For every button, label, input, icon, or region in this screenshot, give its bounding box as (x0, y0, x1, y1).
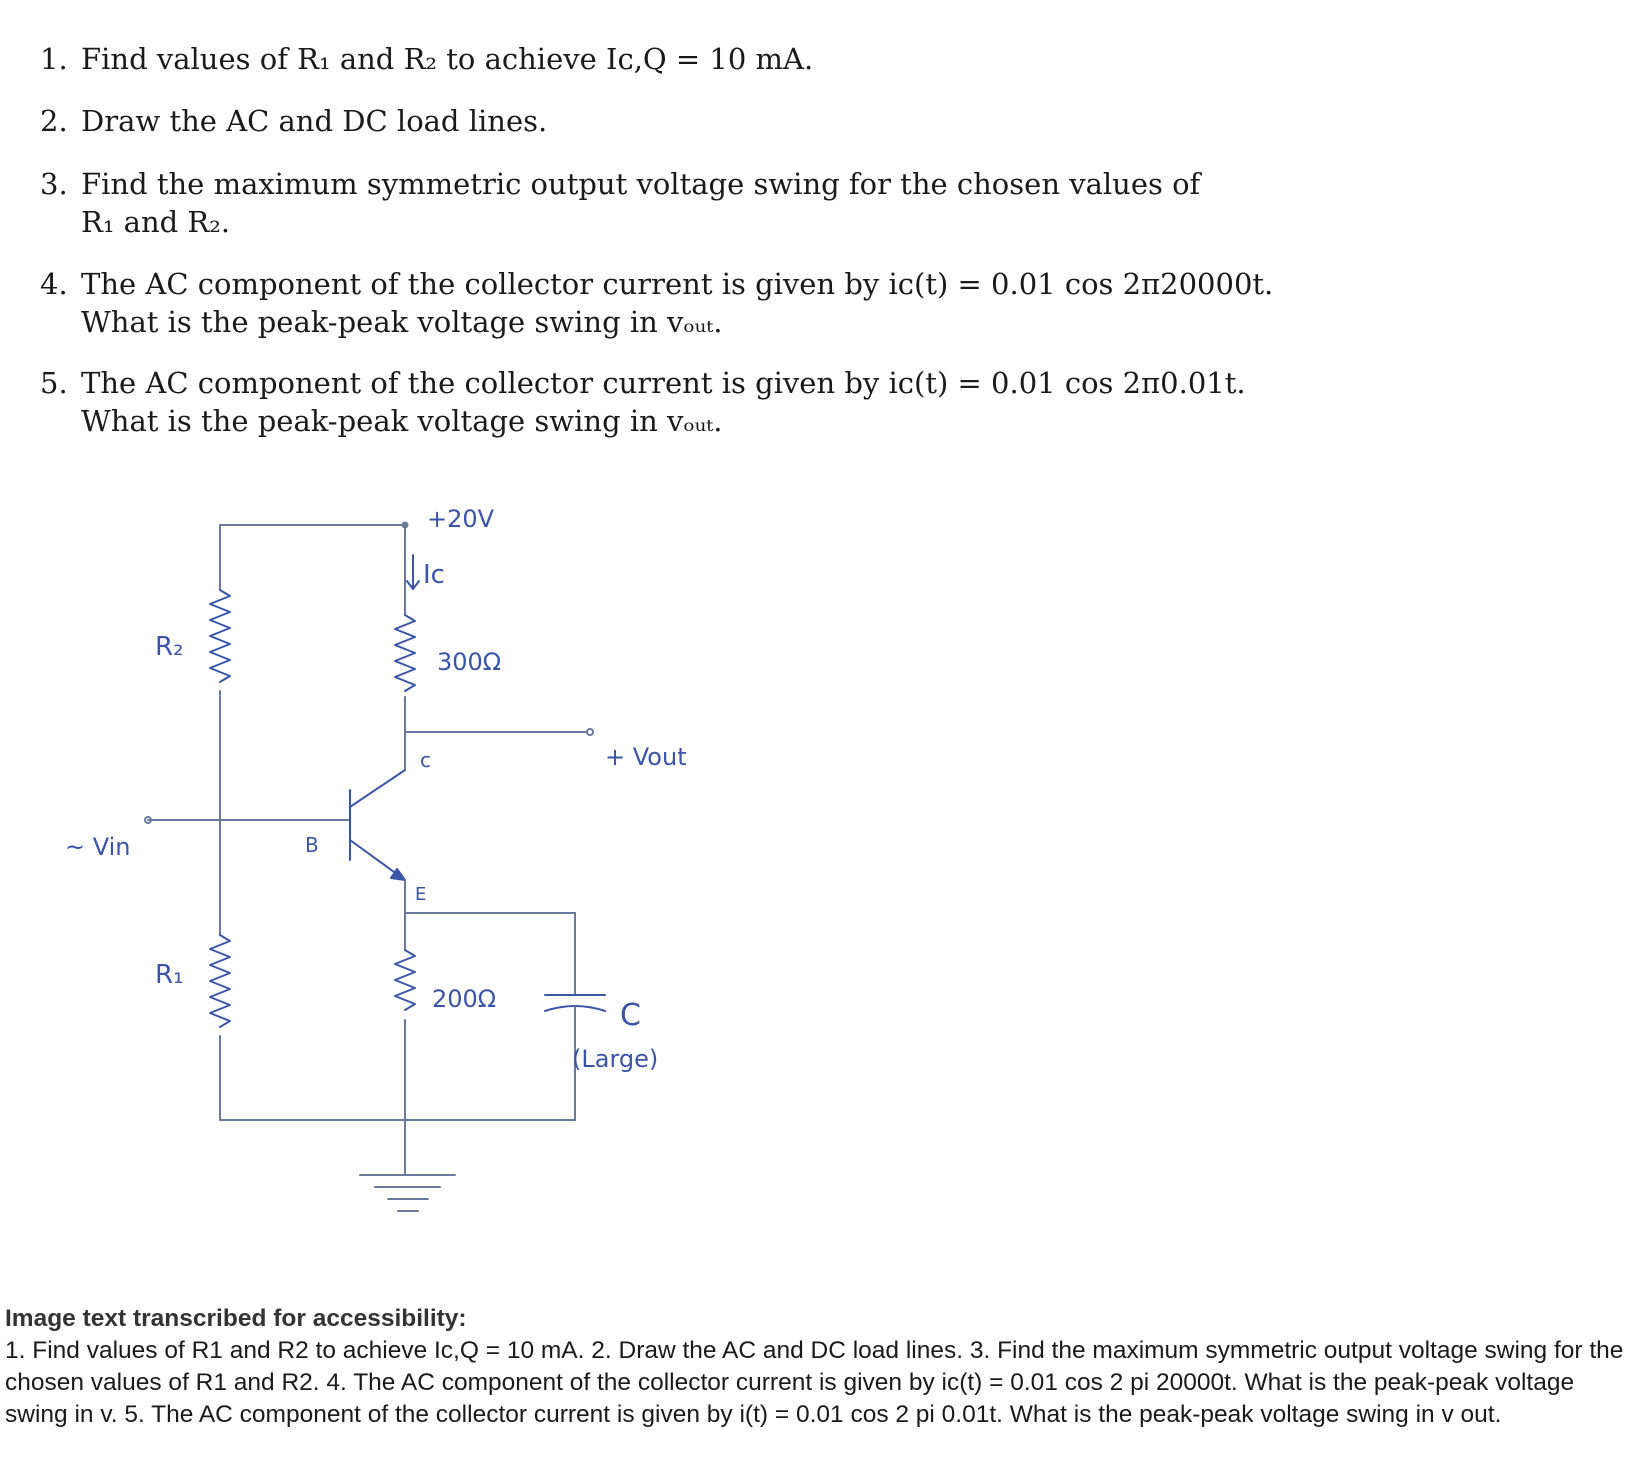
problem-text: Draw the AC and DC load lines. (81, 104, 548, 138)
problem-number: 1. (40, 42, 68, 76)
vin-label: ~ Vin (65, 833, 131, 861)
current-arrow (407, 555, 419, 589)
problem-text: Find the maximum symmetric output voltage swing for the chosen values of (81, 167, 1201, 201)
problem-number: 3. (40, 167, 68, 201)
problem-text: What is the peak-peak voltage swing in vₒᵤₜ. (81, 404, 723, 438)
accessibility-transcript (5, 1303, 1625, 1431)
re-label: 200Ω (432, 985, 497, 1013)
r2-resistor (210, 590, 230, 682)
base-label: B (305, 833, 319, 857)
collector-label: c (420, 748, 431, 772)
output-terminal (587, 729, 593, 735)
vout-label: + Vout (605, 743, 687, 771)
ground-symbol (360, 1175, 455, 1211)
problem-text: The AC component of the collector current is given by iᴄ(t) = 0.01 cos 2π0.01t. (81, 366, 1246, 400)
transistor-collector-leg (350, 770, 405, 807)
cap-note: (Large) (572, 1045, 659, 1073)
r1-resistor (210, 935, 230, 1027)
r2-label: R₂ (155, 632, 184, 662)
circuit-diagram (60, 495, 780, 1260)
rc-label: 300Ω (437, 648, 502, 676)
problem-text: R₁ and R₂. (81, 205, 231, 239)
transcript-body: 1. Find values of R1 and R2 to achieve Ic,Q = 10 mA. 2. Draw the AC and DC load lines. 3. Find the maximum symmetric output voltage swing for the chosen values of R1 and R2. 4. The AC component of the collector current is given by ic(t) = 0.01 cos 2 pi 20000t. What is the peak-peak voltage swing in v. 5. The AC component of the collector current is given by i(t) = 0.01 cos 2 pi 0.01t. What is the peak-peak voltage swing in v out. (5, 1337, 1624, 1428)
problem-text: The AC component of the collector current is given by iᴄ(t) = 0.01 cos 2π20000t. (81, 267, 1274, 301)
problem-text: Find values of R₁ and R₂ to achieve Iᴄ,Q = 10 mA. (81, 42, 814, 76)
r1-label: R₁ (155, 960, 184, 990)
emitter-label: E (415, 884, 427, 905)
problem-text: What is the peak-peak voltage swing in vₒᵤₜ. (81, 305, 723, 339)
supply-label: +20V (427, 505, 495, 533)
problem-number: 4. (40, 267, 68, 301)
re-resistor (395, 950, 415, 1010)
problem-number: 5. (40, 366, 68, 400)
problem-number: 2. (40, 104, 68, 138)
circuit-schematic (60, 495, 780, 1255)
cap-label: C (620, 998, 641, 1033)
transcript-heading: Image text transcribed for accessibility: (5, 1305, 467, 1332)
current-label: Iᴄ (423, 560, 445, 590)
rc-resistor (395, 615, 415, 691)
